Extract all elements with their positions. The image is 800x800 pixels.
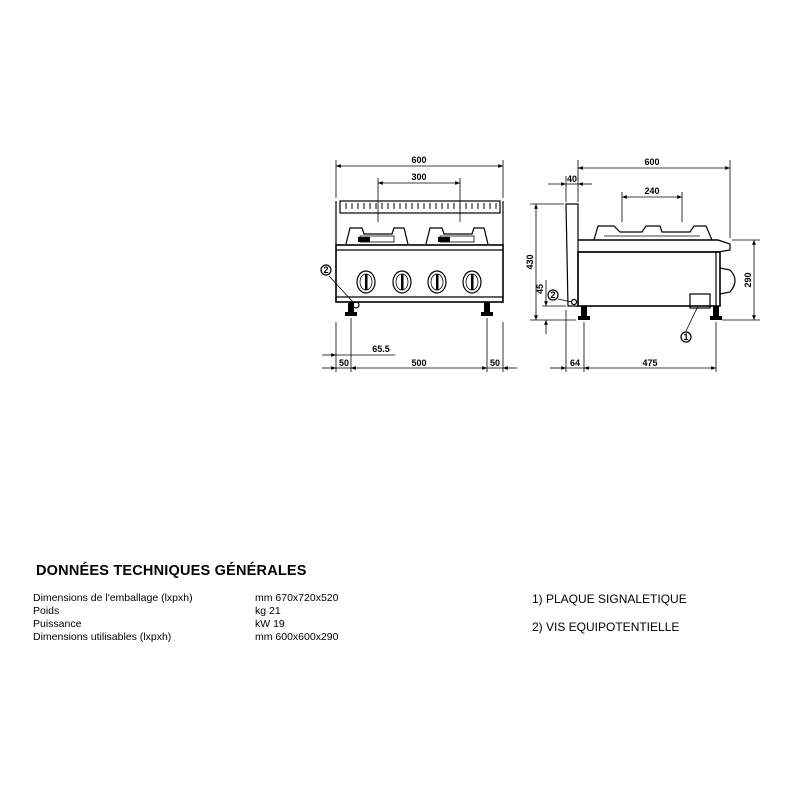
front-burner-right (426, 228, 488, 244)
side-dim-feet-depth: 475 (642, 358, 658, 368)
front-knob-4 (463, 271, 481, 293)
side-knob (720, 268, 735, 294)
specs-title: DONNÉES TECHNIQUES GÉNÉRALES (36, 563, 307, 579)
spec-row-power (33, 618, 338, 631)
spec-value: kg 21 (255, 605, 281, 617)
front-dim-feet-spacing: 500 (411, 358, 427, 368)
side-splash-back (566, 204, 578, 306)
front-grill-ticks (346, 203, 496, 209)
legend-item-equipotential-screw: 2) VIS EQUIPOTENTIELLE (532, 620, 680, 634)
side-burners (594, 226, 712, 240)
legend-item-rating-plate: 1) PLAQUE SIGNALETIQUE (532, 592, 687, 606)
side-dim-total-height: 430 (525, 254, 535, 270)
front-callout-2: 2 (323, 265, 329, 275)
side-dim-overall-depth: 600 (644, 157, 660, 167)
front-foot-right (481, 302, 493, 316)
spec-value: mm 670x720x520 (255, 592, 339, 604)
front-dim-offset: 65.5 (372, 344, 390, 354)
side-dim-body-height: 290 (743, 272, 753, 288)
side-dim-rear-offset: 64 (569, 358, 581, 368)
side-foot-rear (578, 306, 590, 320)
side-equipotential-screw (572, 300, 577, 305)
front-burner-left (346, 228, 408, 244)
legend (532, 591, 687, 647)
spec-row-packaging (33, 592, 338, 605)
front-knob-2 (393, 271, 411, 293)
side-view (525, 157, 760, 372)
spec-value: kW 19 (255, 618, 285, 630)
side-dim-small-height: 45 (535, 283, 545, 295)
front-view (321, 155, 517, 372)
side-foot-front (710, 306, 722, 320)
front-knob-3 (428, 271, 446, 293)
spec-label: Poids (33, 605, 60, 617)
spec-label: Dimensions de l'emballage (lxpxh) (33, 592, 193, 604)
side-callout-2: 2 (550, 290, 556, 300)
front-dim-left-margin: 50 (338, 358, 350, 368)
front-dim-overall-width: 600 (411, 155, 427, 165)
spec-label: Puissance (33, 618, 82, 630)
side-dim-burner-depth: 240 (644, 186, 660, 196)
front-knob-1 (357, 271, 375, 293)
spec-value: mm 600x600x290 (255, 631, 339, 643)
front-dim-burner-spacing: 300 (411, 172, 427, 182)
front-dim-right-margin: 50 (489, 358, 501, 368)
spec-label: Dimensions utilisables (lxpxh) (33, 631, 172, 643)
spec-row-usable-dimensions (33, 631, 338, 644)
front-foot-left (345, 302, 357, 316)
side-callout-1: 1 (683, 332, 689, 342)
spec-row-weight (33, 605, 338, 618)
side-dim-splash-back: 40 (566, 174, 578, 184)
side-body (578, 252, 720, 306)
specs-table (33, 592, 338, 644)
